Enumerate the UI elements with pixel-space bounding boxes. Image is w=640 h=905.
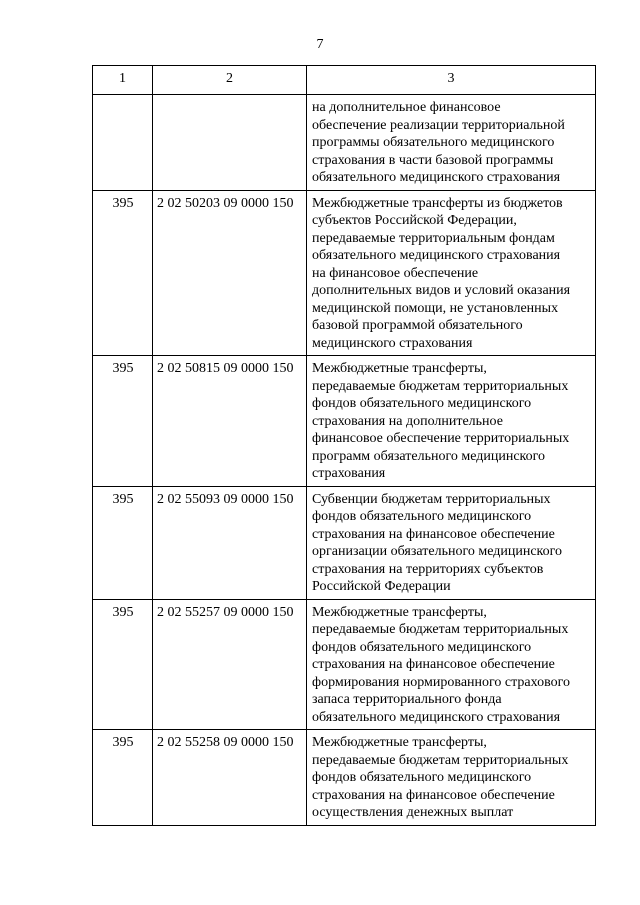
table-row xyxy=(93,486,596,599)
admin-code-cell xyxy=(93,95,153,191)
income-description-cell: на дополнительное финансовое обеспечение реализации территориальной программы обязательного медицинского страхования в части базовой программы обязательного медицинского страхования xyxy=(307,95,596,191)
income-code-cell: 2 02 55093 09 0000 150 xyxy=(153,486,307,599)
column-header: 3 xyxy=(307,66,596,95)
page-number: 7 xyxy=(316,37,324,52)
income-code-cell: 2 02 55257 09 0000 150 xyxy=(153,599,307,730)
admin-code-cell: 395 xyxy=(93,356,153,487)
table-header-row xyxy=(93,66,596,95)
income-description-cell: Межбюджетные трансферты, передаваемые бюджетам территориальных фондов обязательного медицинского страхования на финансовое обеспечение формирования нормированного страхового запаса территориального фонда обязательного медицинского страхования xyxy=(307,599,596,730)
income-code-cell: 2 02 50203 09 0000 150 xyxy=(153,190,307,356)
table-row xyxy=(93,730,596,826)
admin-code-cell: 395 xyxy=(93,599,153,730)
column-header: 2 xyxy=(153,66,307,95)
table-row xyxy=(93,95,596,191)
income-code-cell: 2 02 55258 09 0000 150 xyxy=(153,730,307,826)
income-description-cell: Межбюджетные трансферты, передаваемые бюджетам территориальных фондов обязательного медицинского страхования на финансовое обеспечение осуществления денежных выплат xyxy=(307,730,596,826)
income-code-cell xyxy=(153,95,307,191)
income-description-cell: Межбюджетные трансферты из бюджетов субъектов Российской Федерации, передаваемые территориальным фондам обязательного медицинского страхования на финансовое обеспечение дополнительных видов и условий оказания медицинской помощи, не установленных базовой программой обязательного медицинского страхования xyxy=(307,190,596,356)
income-description-cell: Межбюджетные трансферты, передаваемые бюджетам территориальных фондов обязательного медицинского страхования на дополнительное финансовое обеспечение территориальных программ обязательного медицинского страхования xyxy=(307,356,596,487)
income-code-cell: 2 02 50815 09 0000 150 xyxy=(153,356,307,487)
column-header: 1 xyxy=(93,66,153,95)
admin-code-cell: 395 xyxy=(93,190,153,356)
admin-code-cell: 395 xyxy=(93,486,153,599)
income-description-cell: Субвенции бюджетам территориальных фондов обязательного медицинского страхования на финансовое обеспечение организации обязательного медицинского страхования на территориях субъектов Российской Федерации xyxy=(307,486,596,599)
admin-code-cell: 395 xyxy=(93,730,153,826)
table-row xyxy=(93,190,596,356)
table-row xyxy=(93,599,596,730)
budget-codes-table xyxy=(92,65,596,826)
table-row xyxy=(93,356,596,487)
